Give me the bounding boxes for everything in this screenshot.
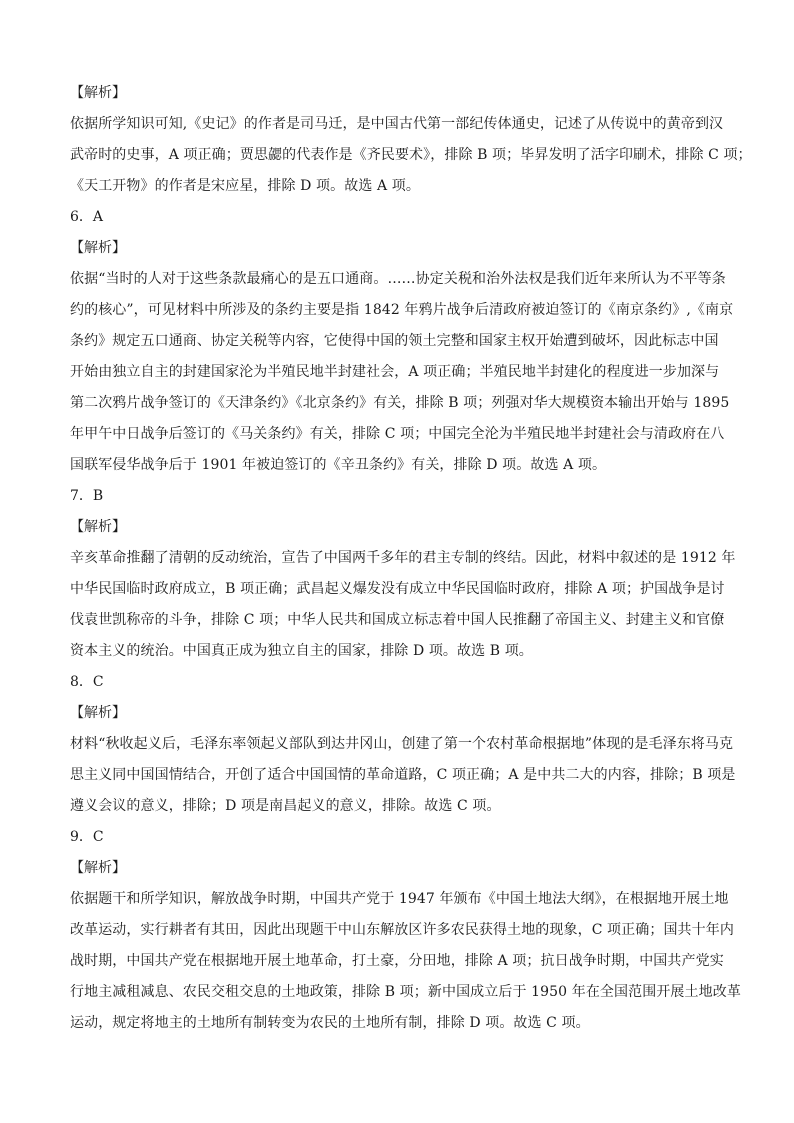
analysis-label: 【解析】 — [70, 860, 126, 876]
analysis-line: 年甲午中日战争后签订的《马关条约》有关，排除 C 项；中国完全沦为半殖民地半封建社会与清政府在八 — [70, 426, 725, 442]
analysis-line: 第二次鸦片战争签订的《天津条约》《北京条约》有关，排除 B 项；列强对华大规模资本输出开始与 1895 — [70, 395, 730, 411]
question-number: 8．C — [70, 674, 104, 690]
analysis-label: 【解析】 — [70, 240, 126, 256]
analysis-line: 运动，规定将地主的土地所有制转变为农民的土地所有制，排除 D 项。故选 C 项。 — [70, 1015, 590, 1031]
analysis-line: 开始由独立自主的封建国家沦为半殖民地半封建社会，A 项正确；半殖民地半封建化的程度进一步加深与 — [70, 364, 720, 380]
section-8 — [70, 667, 736, 822]
answer-sheet — [70, 78, 752, 1039]
analysis-line: 资本主义的统治。中国真正成为独立自主的国家，排除 D 项。故选 B 项。 — [70, 643, 533, 659]
section-6 — [70, 202, 734, 481]
analysis-line: 约的核心”，可见材料中所涉及的条约主要是指 1842 年鸦片战争后清政府被迫签订的《南京条约》,《南京 — [70, 302, 734, 318]
analysis-line: 思主义同中国国情结合，开创了适合中国国情的革命道路，C 项正确；A 是中共二大的内容，排除；B 项是 — [70, 767, 736, 783]
section-9 — [70, 822, 741, 1039]
analysis-line: 行地主减租减息、农民交租交息的土地政策，排除 B 项；新中国成立后于 1950 年在全国范围开展土地改革 — [70, 984, 741, 1000]
analysis-line: 条约》规定五口通商、协定关税等内容，它使得中国的领土完整和国家主权开始遭到破坏，因此标志中国 — [70, 333, 719, 349]
analysis-line: 依据“当时的人对于这些条款最痛心的是五口通商。……协定关税和治外法权是我们近年来所认为不平等条 — [70, 271, 726, 287]
analysis-label: 【解析】 — [70, 705, 126, 721]
question-number: 9．C — [70, 829, 104, 845]
analysis-line: 伐袁世凯称帝的斗争，排除 C 项；中华人民共和国成立标志着中国人民推翻了帝国主义、封建主义和官僚 — [70, 612, 725, 628]
analysis-label: 【解析】 — [70, 85, 126, 101]
analysis-line: 《天工开物》的作者是宋应星，排除 D 项。故选 A 项。 — [70, 178, 420, 194]
question-number: 6．A — [70, 209, 104, 225]
section-5-analysis — [70, 78, 752, 202]
analysis-line: 战时期，中国共产党在根据地开展土地革命，打土豪，分田地，排除 A 项；抗日战争时期，中国共产党实 — [70, 953, 724, 969]
analysis-line: 依据所学知识可知,《史记》的作者是司马迁，是中国古代第一部纪传体通史，记述了从传说中的黄帝到汉 — [70, 116, 724, 132]
analysis-line: 依据题干和所学知识，解放战争时期，中国共产党于 1947 年颁布《中国土地法大纲》，在根据地开展土地 — [70, 891, 729, 907]
analysis-line: 改革运动，实行耕者有其田，因此出现题干中山东解放区许多农民获得土地的现象，C 项正确；国共十年内 — [70, 922, 734, 938]
analysis-line: 材料“秋收起义后，毛泽东率领起义部队到达井冈山，创建了第一个农村革命根据地”体现的是毛泽东将马克 — [70, 736, 734, 752]
section-7 — [70, 481, 736, 667]
analysis-line: 武帝时的史事，A 项正确；贾思勰的代表作是《齐民要术》，排除 B 项；毕昇发明了活字印刷术，排除 C 项； — [70, 147, 752, 163]
analysis-label: 【解析】 — [70, 519, 126, 535]
analysis-line: 辛亥革命推翻了清朝的反动统治，宣告了中国两千多年的君主专制的终结。因此，材料中叙述的是 1912 年 — [70, 550, 736, 566]
analysis-line: 中华民国临时政府成立，B 项正确；武昌起义爆发没有成立中华民国临时政府，排除 A 项；护国战争是讨 — [70, 581, 725, 597]
analysis-line: 国联军侵华战争后于 1901 年被迫签订的《辛丑条约》有关，排除 D 项。故选 A 项。 — [70, 457, 607, 473]
analysis-line: 遵义会议的意义，排除；D 项是南昌起义的意义，排除。故选 C 项。 — [70, 798, 501, 814]
question-number: 7．B — [70, 488, 104, 504]
